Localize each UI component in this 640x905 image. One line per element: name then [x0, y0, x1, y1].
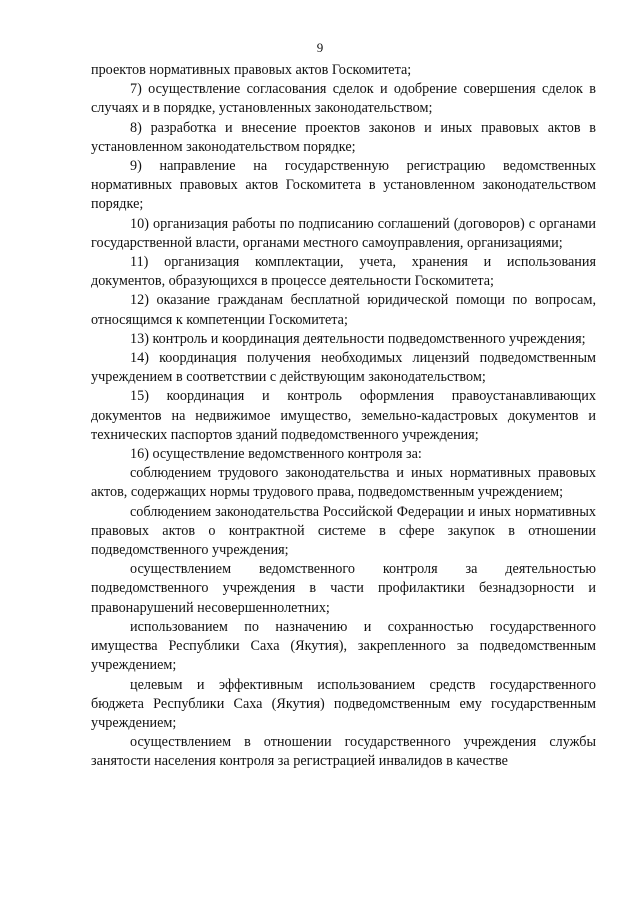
- paragraph: 12) оказание гражданам бесплатной юридической помощи по вопросам, относящимся к компетенции Госкомитета;: [91, 292, 596, 328]
- paragraph: 16) осуществление ведомственного контроля за:: [130, 446, 422, 463]
- paragraph: 9) направление на государственную регистрацию ведомственных нормативных правовых актов Госкомитета в установленном законодательством порядке;: [91, 158, 596, 213]
- paragraph: 15) координация и контроль оформления правоустанавливающих документов на недвижимое имущество, земельно-кадастровых документов и технических паспортов зданий подведомственного учреждения;: [91, 388, 596, 443]
- paragraph: 11) организация комплектации, учета, хранения и использования документов, образующихся в процессе деятельности Госкомитета;: [91, 254, 596, 290]
- paragraph: целевым и эффективным использованием средств государственного бюджета Республики Саха (Якутия) подведомственным ему государственным учреждением;: [91, 676, 596, 731]
- paragraph: 7) осуществление согласования сделок и одобрение совершения сделок в случаях и в порядке, установленных законодательством;: [91, 81, 596, 117]
- paragraph: 8) разработка и внесение проектов законов и иных правовых актов в установленном законодательством порядке;: [91, 119, 596, 155]
- paragraph: 14) координация получения необходимых лицензий подведомственным учреждением в соответствии с действующим законодательством;: [91, 350, 596, 386]
- paragraph: проектов нормативных правовых актов Госкомитета;: [91, 62, 412, 78]
- paragraph: соблюдением трудового законодательства и иных нормативных правовых актов, содержащих нормы трудового права, подведомственным учреждением;: [91, 465, 596, 501]
- paragraph: соблюдением законодательства Российской Федерации и иных нормативных правовых актов о контрактной системе в сфере закупок в отношении подведомственного учреждения;: [91, 503, 596, 559]
- paragraph: использованием по назначению и сохранностью государственного имущества Республики Саха (Якутия), закрепленного за подведомственным учреждением;: [91, 618, 596, 674]
- paragraph: осуществлением в отношении государственного учреждения службы занятости населения контроля за регистрацией инвалидов в качестве: [91, 734, 596, 770]
- page-number: 9: [316, 40, 324, 55]
- document-body: [91, 61, 596, 772]
- paragraph: осуществлением ведомственного контроля за деятельностью подведомственного учреждения в части профилактики безнадзорности и правонарушений несовершеннолетних;: [91, 561, 596, 616]
- paragraph: 10) организация работы по подписанию соглашений (договоров) с органами государственной власти, органами местного самоуправления, организациями;: [91, 215, 596, 251]
- paragraph: 13) контроль и координация деятельности подведомственного учреждения;: [130, 330, 586, 347]
